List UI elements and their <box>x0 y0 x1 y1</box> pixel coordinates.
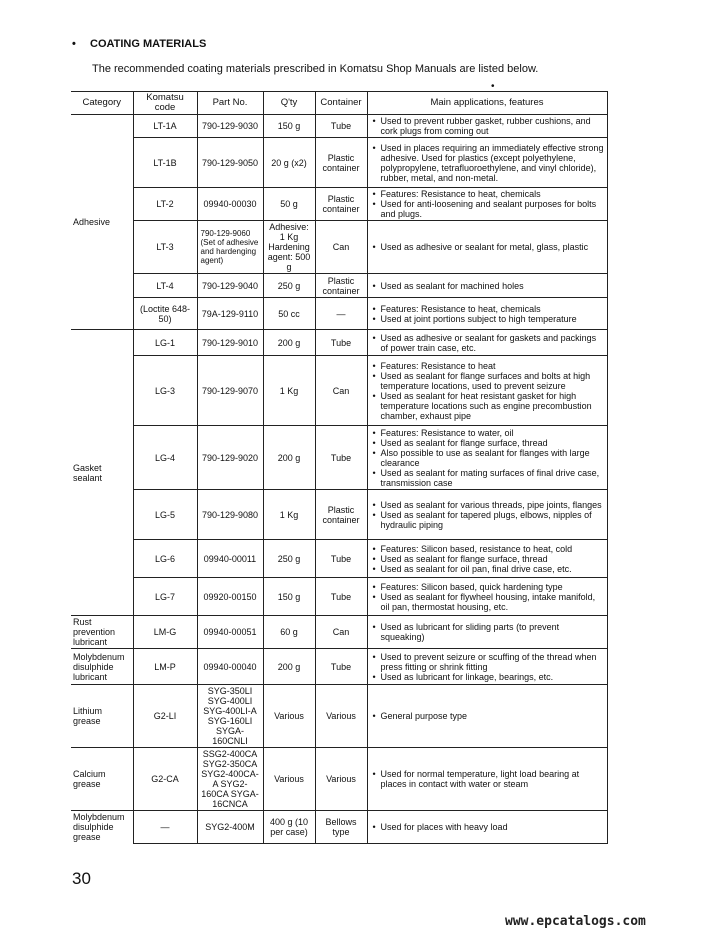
application-item: • General purpose type <box>381 711 604 721</box>
section-title-text: COATING MATERIALS <box>90 38 207 50</box>
cell-applications <box>367 490 607 540</box>
cell-category: Gasket sealant <box>71 330 133 616</box>
cell-qty: Various <box>263 685 315 748</box>
cell-applications <box>367 330 607 356</box>
cell-part-no: 79A-129-9110 <box>197 298 263 330</box>
application-item: • Used at joint portions subject to high temperature <box>381 314 604 324</box>
cell-part-no: 790-129-9040 <box>197 274 263 298</box>
application-item: • Used as sealant for flange surface, thread <box>381 438 604 448</box>
cell-qty: 50 cc <box>263 298 315 330</box>
cell-part-no: 790-129-9020 <box>197 426 263 490</box>
cell-applications <box>367 274 607 298</box>
table-row <box>71 188 607 221</box>
cell-qty: 50 g <box>263 188 315 221</box>
application-item: • Features: Silicon based, resistance to heat, cold <box>381 544 604 554</box>
application-item: • Used for anti-loosening and sealant purposes for bolts and plugs. <box>381 199 604 219</box>
cell-komatsu-code: LG-1 <box>133 330 197 356</box>
application-item: • Used as adhesive or sealant for metal, glass, plastic <box>381 242 604 252</box>
cell-qty: 250 g <box>263 274 315 298</box>
cell-applications <box>367 540 607 578</box>
cell-applications <box>367 748 607 811</box>
table-row <box>71 578 607 616</box>
cell-komatsu-code: LM-G <box>133 616 197 649</box>
cell-qty: 60 g <box>263 616 315 649</box>
table-header-row <box>71 92 607 115</box>
coating-materials-table <box>71 91 608 844</box>
cell-applications <box>367 115 607 138</box>
applications-list <box>371 622 604 642</box>
application-item: • Used as sealant for oil pan, final drive case, etc. <box>381 564 604 574</box>
table-row <box>71 649 607 685</box>
cell-komatsu-code: LT-2 <box>133 188 197 221</box>
cell-komatsu-code: LG-4 <box>133 426 197 490</box>
applications-list <box>371 582 604 612</box>
cell-qty: 1 Kg <box>263 490 315 540</box>
cell-container: Plastic container <box>315 138 367 188</box>
cell-qty: 150 g <box>263 115 315 138</box>
cell-applications <box>367 649 607 685</box>
cell-part-no: 790-129-9080 <box>197 490 263 540</box>
application-item: • Used to prevent rubber gasket, rubber cushions, and cork plugs from coming out <box>381 116 604 136</box>
cell-qty: Adhesive: 1 Kg Hardening agent: 500 g <box>263 221 315 274</box>
cell-part-no: 09920-00150 <box>197 578 263 616</box>
cell-container: Tube <box>315 540 367 578</box>
table-row <box>71 811 607 844</box>
application-item: • Used as sealant for mating surfaces of final drive case, transmission case <box>381 468 604 488</box>
cell-applications <box>367 221 607 274</box>
applications-list <box>371 361 604 421</box>
cell-category: Calcium grease <box>71 748 133 811</box>
cell-part-no: 790-129-9060 (Set of adhesive and hardenging agent) <box>197 221 263 274</box>
cell-applications <box>367 298 607 330</box>
applications-list <box>371 428 604 488</box>
cell-komatsu-code: G2-LI <box>133 685 197 748</box>
cell-komatsu-code: G2-CA <box>133 748 197 811</box>
cell-qty: 20 g (x2) <box>263 138 315 188</box>
table-row <box>71 274 607 298</box>
cell-part-no: 09940-00030 <box>197 188 263 221</box>
cell-applications <box>367 138 607 188</box>
applications-list <box>371 189 604 219</box>
cell-container: Tube <box>315 578 367 616</box>
cell-container: Plastic container <box>315 274 367 298</box>
application-item: • Used as sealant for flywheel housing, intake manifold, oil pan, thermostat housing, etc. <box>381 592 604 612</box>
cell-applications <box>367 188 607 221</box>
cell-komatsu-code: LT-1B <box>133 138 197 188</box>
cell-applications <box>367 426 607 490</box>
header-komatsu-code: Komatsu code <box>133 92 197 115</box>
cell-part-no: SSG2-400CA SYG2-350CA SYG2-400CA-A SYG2-160CA SYGA-16CNCA <box>197 748 263 811</box>
application-item: • Used as sealant for flange surfaces and bolts at high temperature locations, used to prevent seizure <box>381 371 604 391</box>
cell-komatsu-code: LG-6 <box>133 540 197 578</box>
table-row <box>71 221 607 274</box>
cell-part-no: 790-129-9030 <box>197 115 263 138</box>
cell-qty: 400 g (10 per case) <box>263 811 315 844</box>
cell-komatsu-code: LT-1A <box>133 115 197 138</box>
page-number: 30 <box>72 869 91 888</box>
cell-part-no: 09940-00051 <box>197 616 263 649</box>
application-item: • Features: Silicon based, quick hardening type <box>381 582 604 592</box>
cell-komatsu-code: LM-P <box>133 649 197 685</box>
table-row <box>71 330 607 356</box>
table-row <box>71 356 607 426</box>
applications-list <box>371 242 604 252</box>
applications-list <box>371 116 604 136</box>
watermark: www.epcatalogs.com <box>505 914 646 929</box>
cell-category: Adhesive <box>71 115 133 330</box>
application-item: • Features: Resistance to water, oil <box>381 428 604 438</box>
application-item: • Used for places with heavy load <box>381 822 604 832</box>
cell-qty: 250 g <box>263 540 315 578</box>
cell-container: Various <box>315 748 367 811</box>
applications-list <box>371 652 604 682</box>
cell-komatsu-code: (Loctite 648-50) <box>133 298 197 330</box>
cell-komatsu-code: LT-3 <box>133 221 197 274</box>
cell-container: Plastic container <box>315 188 367 221</box>
cell-category: Molybdenum disulphide grease <box>71 811 133 844</box>
cell-qty: 200 g <box>263 330 315 356</box>
application-item: • Used as sealant for heat resistant gasket for high temperature locations such as engine precombustion chamber, exhaust pipe <box>381 391 604 421</box>
cell-applications <box>367 578 607 616</box>
cell-qty: 200 g <box>263 426 315 490</box>
intro-text: The recommended coating materials prescribed in Komatsu Shop Manuals are listed below. <box>92 63 539 75</box>
cell-part-no: 790-129-9050 <box>197 138 263 188</box>
cell-container: Tube <box>315 426 367 490</box>
cell-komatsu-code: LG-3 <box>133 356 197 426</box>
cell-category: Lithium grease <box>71 685 133 748</box>
applications-list <box>371 711 604 721</box>
cell-komatsu-code: LG-5 <box>133 490 197 540</box>
cell-container: Bellows type <box>315 811 367 844</box>
cell-category: Molybdenum disulphide lubricant <box>71 649 133 685</box>
header-part-no: Part No. <box>197 92 263 115</box>
section-title <box>72 38 206 50</box>
application-item: • Used in places requiring an immediately effective strong adhesive. Used for plastics (except polyethylene, polypropylene, tetrafluoroethylene, and vinyl chloride), rubber, metal, and non-metal. <box>381 143 604 183</box>
table-row <box>71 616 607 649</box>
cell-container: Can <box>315 616 367 649</box>
cell-applications <box>367 356 607 426</box>
application-item: • Also possible to use as sealant for flanges with large clearance <box>381 448 604 468</box>
table-row <box>71 298 607 330</box>
stray-dot: • <box>491 81 495 92</box>
cell-container: Tube <box>315 330 367 356</box>
application-item: • Used as sealant for various threads, pipe joints, flanges <box>381 500 604 510</box>
cell-applications <box>367 616 607 649</box>
cell-container: Tube <box>315 115 367 138</box>
table-row <box>71 426 607 490</box>
cell-qty: 1 Kg <box>263 356 315 426</box>
table-row <box>71 685 607 748</box>
table-row <box>71 540 607 578</box>
cell-part-no: 09940-00011 <box>197 540 263 578</box>
header-qty: Q'ty <box>263 92 315 115</box>
applications-list <box>371 500 604 530</box>
applications-list <box>371 544 604 574</box>
table-row <box>71 115 607 138</box>
application-item: • Used as lubricant for sliding parts (to prevent squeaking) <box>381 622 604 642</box>
cell-part-no: 09940-00040 <box>197 649 263 685</box>
applications-list <box>371 281 604 291</box>
application-item: • Features: Resistance to heat, chemicals <box>381 189 604 199</box>
application-item: • Features: Resistance to heat <box>381 361 604 371</box>
cell-qty: 150 g <box>263 578 315 616</box>
application-item: • Used as lubricant for linkage, bearings, etc. <box>381 672 604 682</box>
application-item: • Used as sealant for machined holes <box>381 281 604 291</box>
cell-container: Various <box>315 685 367 748</box>
cell-komatsu-code: — <box>133 811 197 844</box>
cell-container: Tube <box>315 649 367 685</box>
applications-list <box>371 304 604 324</box>
table-row <box>71 138 607 188</box>
header-applications: Main applications, features <box>367 92 607 115</box>
application-item: • Used as adhesive or sealant for gaskets and packings of power train case, etc. <box>381 333 604 353</box>
section-bullet: • <box>72 38 76 50</box>
cell-part-no: SYG2-400M <box>197 811 263 844</box>
applications-list <box>371 143 604 183</box>
cell-qty: 200 g <box>263 649 315 685</box>
cell-komatsu-code: LG-7 <box>133 578 197 616</box>
table-row <box>71 748 607 811</box>
cell-applications <box>367 811 607 844</box>
cell-part-no: SYG-350LI SYG-400LI SYG-400LI-A SYG-160LI SYGA-160CNLI <box>197 685 263 748</box>
cell-komatsu-code: LT-4 <box>133 274 197 298</box>
application-item: • Used to prevent seizure or scuffing of the thread when press fitting or shrink fitting <box>381 652 604 672</box>
application-item: • Used as sealant for tapered plugs, elbows, nipples of hydraulic piping <box>381 510 604 530</box>
cell-part-no: 790-129-9070 <box>197 356 263 426</box>
application-item: • Features: Resistance to heat, chemicals <box>381 304 604 314</box>
cell-container: Plastic container <box>315 490 367 540</box>
cell-container: Can <box>315 356 367 426</box>
cell-container: Can <box>315 221 367 274</box>
application-item: • Used for normal temperature, light load bearing at places in contact with water or steam <box>381 769 604 789</box>
applications-list <box>371 822 604 832</box>
cell-part-no: 790-129-9010 <box>197 330 263 356</box>
cell-applications <box>367 685 607 748</box>
applications-list <box>371 333 604 353</box>
cell-category: Rust prevention lubricant <box>71 616 133 649</box>
cell-container: — <box>315 298 367 330</box>
applications-list <box>371 769 604 789</box>
application-item: • Used as sealant for flange surface, thread <box>381 554 604 564</box>
cell-qty: Various <box>263 748 315 811</box>
table-row <box>71 490 607 540</box>
header-container: Container <box>315 92 367 115</box>
header-category: Category <box>71 92 133 115</box>
